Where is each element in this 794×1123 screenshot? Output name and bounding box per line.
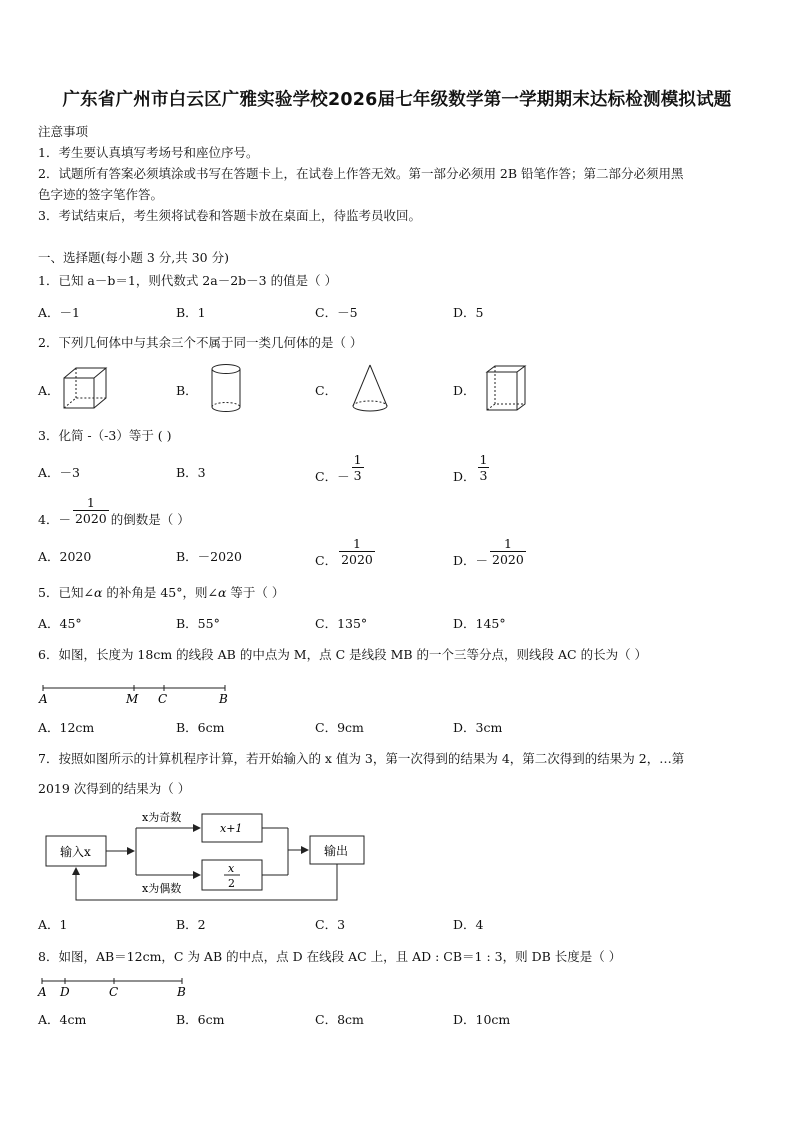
q8-label-a: A (38, 985, 47, 999)
q7-option-d: D．4 (453, 917, 484, 932)
q7-option-c: C．3 (315, 917, 346, 932)
q6-label-m: M (126, 692, 139, 706)
q4-option-a: A．2020 (38, 549, 92, 564)
q1-stem: 1．已知 a－b＝1，则代数式 2a－2b－3 的值是（ ） (38, 273, 338, 288)
q6-label-c: C (158, 692, 168, 706)
q7-stem-line2: 2019 次得到的结果为（ ） (38, 781, 191, 796)
q4-option-b: B．－2020 (176, 549, 242, 564)
prism-figure (485, 364, 527, 414)
q2-option-c: C． (315, 383, 338, 398)
notice-item-3: 3．考试结束后，考生须将试卷和答题卡放在桌面上，待监考员收回。 (38, 208, 421, 223)
q8-label-c: C (109, 985, 119, 999)
cone-figure (351, 363, 389, 413)
q8-option-b: B．6cm (176, 1012, 225, 1027)
exam-title: 广东省广州市白云区广雅实验学校2026届七年级数学第一学期期末达标检测模拟试题 (62, 90, 732, 110)
q3-c-fraction: $\frac{1}{3}$ (353, 452, 362, 484)
notice-item-2-cont: 色字迹的签字笔作答。 (38, 187, 164, 202)
q3-option-b: B．3 (176, 465, 206, 480)
q5-stem: 5．已知∠α 的补角是 45°，则∠α 等于（ ） (38, 585, 285, 600)
q7-option-b: B．2 (176, 917, 206, 932)
notice-heading: 注意事项 (38, 124, 89, 139)
q6-segment-figure (38, 684, 238, 708)
q5-option-a: A．45° (38, 616, 82, 631)
q6-option-b: B．6cm (176, 720, 225, 735)
section-heading: 一、选择题(每小题 3 分,共 30 分) (38, 250, 229, 265)
q6-option-d: D．3cm (453, 720, 503, 735)
q2-stem: 2．下列几何体中与其余三个不属于同一类几何体的是（ ） (38, 335, 363, 350)
q4-option-c: C． $\frac{1}{2020}$ (315, 536, 373, 569)
flow-even-label: x为偶数 (142, 882, 182, 895)
q5-option-c: C．135° (315, 616, 368, 631)
q8-option-a: A．4cm (38, 1012, 87, 1027)
flow-output-label: 输出 (324, 844, 349, 858)
q3-stem: 3．化简 -（-3）等于 ( ) (38, 428, 172, 443)
flow-odd-label: x为奇数 (142, 811, 182, 824)
q5-option-b: B．55° (176, 616, 220, 631)
q8-option-c: C．8cm (315, 1012, 364, 1027)
q7-stem-line1: 7．按照如图所示的计算机程序计算，若开始输入的 x 值为 3，第一次得到的结果为 4，第二次得到的结果为 2，…第 (38, 751, 685, 766)
q6-stem: 6．如图，长度为 18cm 的线段 AB 的中点为 M，点 C 是线段 MB 的一个三等分点，则线段 AC 的长为（ ） (38, 647, 648, 662)
q3-option-d: D． $\frac{1}{3}$ (453, 452, 488, 485)
q8-segment-figure (38, 977, 198, 1001)
cylinder-figure (210, 363, 242, 413)
q6-option-a: A．12cm (38, 720, 95, 735)
q7-flowchart (44, 806, 368, 904)
q3-option-c: C．－ $\frac{1}{3}$ (315, 452, 362, 485)
q2-option-a: A． (38, 383, 60, 398)
q4-d-fraction: $\frac{1}{2020}$ (492, 536, 524, 568)
q4-stem-fraction: $\frac{1}{2020}$ (74, 495, 107, 527)
q1-option-c: C．－5 (315, 305, 358, 320)
notice-item-1: 1．考生要认真填写考场号和座位序号。 (38, 145, 259, 160)
q4-option-d: D．－ $\frac{1}{2020}$ (453, 536, 524, 569)
q2-option-b: B． (176, 383, 198, 398)
q1-option-d: D．5 (453, 305, 484, 320)
q7-option-a: A．1 (38, 917, 68, 932)
flow-plus-label: x+1 (220, 822, 243, 835)
flow-half-num: x (228, 862, 235, 875)
q6-label-b: B (219, 692, 228, 706)
cube-figure (62, 366, 108, 412)
q8-label-d: D (60, 985, 70, 999)
q5-option-d: D．145° (453, 616, 506, 631)
q8-option-d: D．10cm (453, 1012, 511, 1027)
q3-option-a: A．－3 (38, 465, 80, 480)
q4-stem: 4．－ $\frac{1}{2020}$ 的倒数是（ ） (38, 495, 190, 528)
q2-option-d: D． (453, 383, 476, 398)
q1-option-b: B．1 (176, 305, 206, 320)
q8-label-b: B (177, 985, 186, 999)
q3-d-fraction: $\frac{1}{3}$ (479, 452, 488, 484)
q1-option-a: A．－1 (38, 305, 80, 320)
q4-c-fraction: $\frac{1}{2020}$ (341, 536, 373, 568)
q6-option-c: C．9cm (315, 720, 364, 735)
notice-item-2: 2．试题所有答案必须填涂或书写在答题卡上，在试卷上作答无效。第一部分必须用 2B 铅笔作答；第二部分必须用黑 (38, 166, 684, 181)
q8-stem: 8．如图，AB＝12cm，C 为 AB 的中点，点 D 在线段 AC 上，且 AD : CB＝1 : 3，则 DB 长度是（ ） (38, 949, 622, 964)
flow-input-label: 输入x (60, 845, 91, 859)
q6-label-a: A (39, 692, 48, 706)
flow-half-den: 2 (228, 877, 235, 890)
